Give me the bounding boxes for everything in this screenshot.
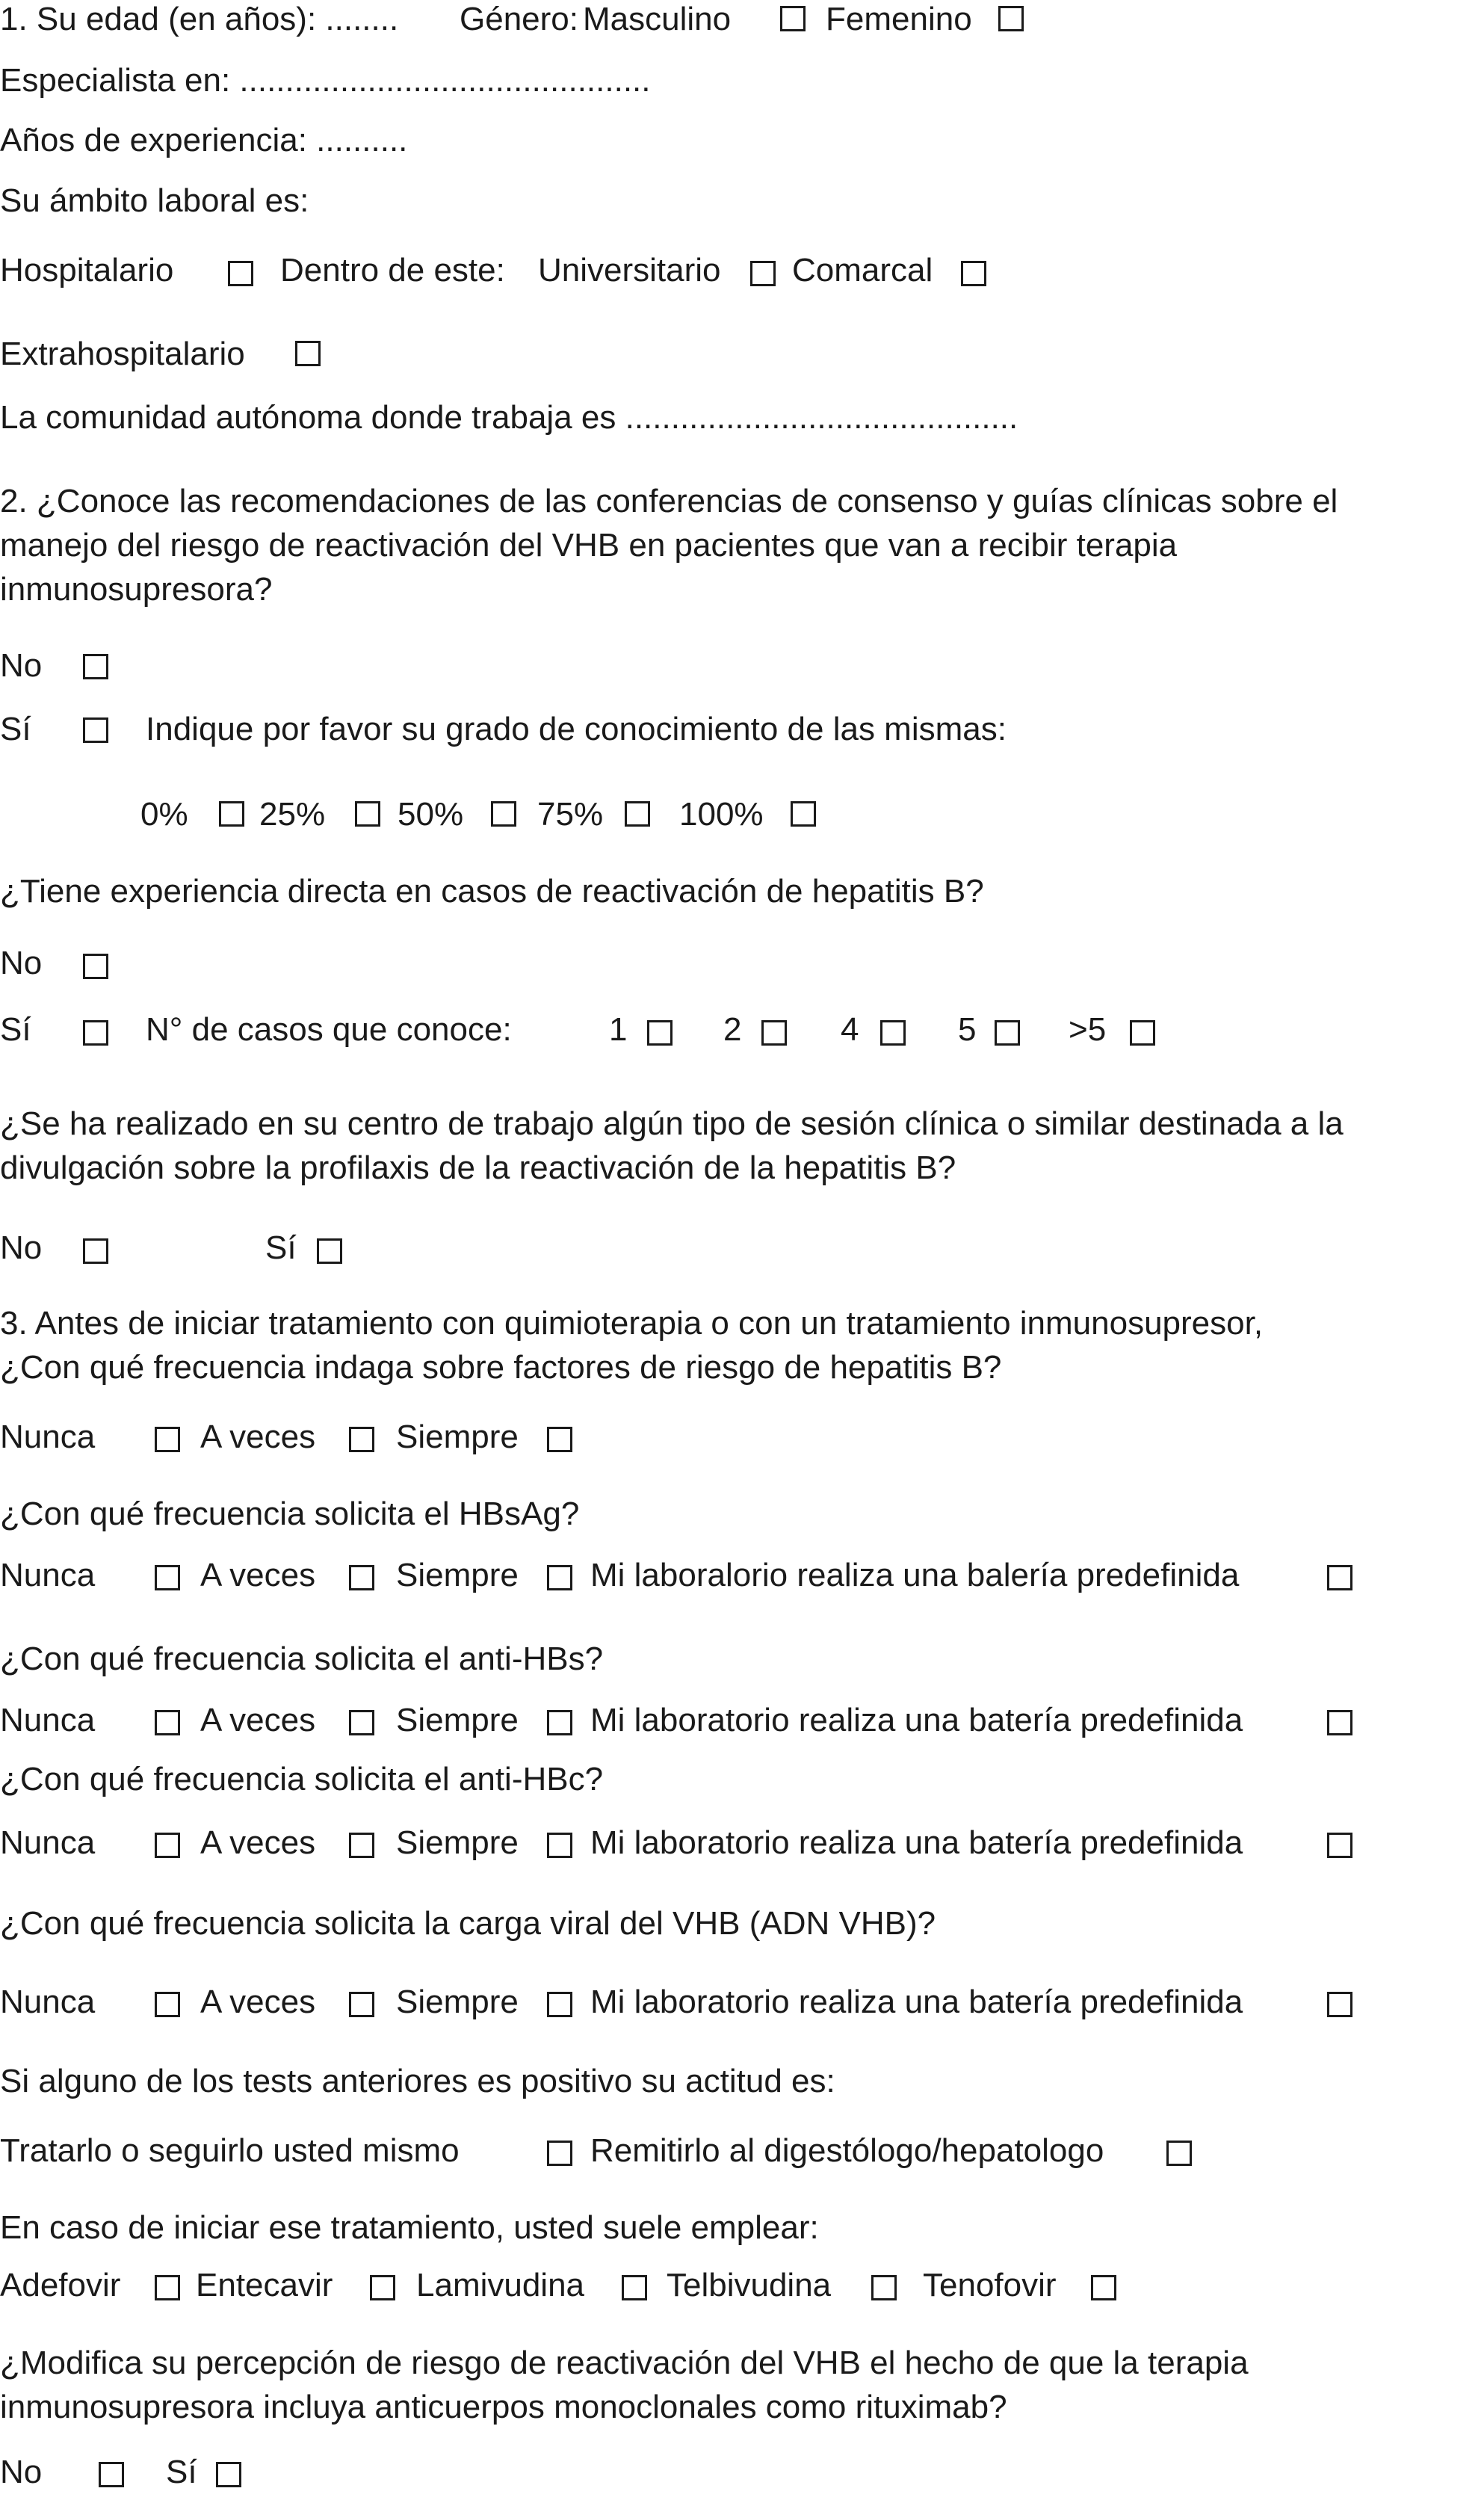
percent-option-100: 100% <box>679 796 764 833</box>
hospital-checkbox[interactable] <box>228 261 253 286</box>
percent-50-checkbox[interactable] <box>491 801 516 827</box>
hospital-label: Hospitalario <box>0 252 174 288</box>
experience-reactivation-question: ¿Tiene experiencia directa en casos de reactivación de hepatitis B? <box>0 873 984 910</box>
percent-option-50: 50% <box>398 796 464 833</box>
antihbc-sometimes-checkbox[interactable] <box>349 1833 374 1858</box>
experience-yes-label: Sí <box>0 1011 31 1048</box>
risk-sometimes-label: A veces <box>200 1419 316 1455</box>
rituximab-no-checkbox[interactable] <box>99 2462 124 2487</box>
rituximab-question-line-2: inmunosupresora incluya anticuerpos monoclonales como rituximab? <box>0 2389 1007 2425</box>
risk-always-label: Siempre <box>396 1419 519 1455</box>
hbsag-lab-battery-label: Mi laboralorio realiza una balería predefinida <box>590 1557 1240 1593</box>
case-more-than-5-checkbox[interactable] <box>1130 1020 1155 1046</box>
treat-self-checkbox[interactable] <box>547 2141 572 2166</box>
treatment-use-question: En caso de iniciar ese tratamiento, usted suele emplear: <box>0 2209 819 2246</box>
rituximab-question-line-1: ¿Modifica su percepción de riesgo de reactivación del VHB el hecho de que la terapia <box>0 2345 1249 2381</box>
session-yes-checkbox[interactable] <box>317 1238 342 1264</box>
guidelines-no-label: No <box>0 647 43 684</box>
gender-female-label: Femenino <box>826 1 972 37</box>
hbsag-lab-battery-checkbox[interactable] <box>1327 1565 1352 1590</box>
session-no-checkbox[interactable] <box>83 1238 108 1264</box>
drug-tenofovir-label: Tenofovir <box>923 2267 1057 2303</box>
hbsag-never-checkbox[interactable] <box>155 1565 180 1590</box>
hbsag-question: ¿Con qué frecuencia solicita el HBsAg? <box>0 1496 580 1532</box>
antihbc-always-label: Siempre <box>396 1824 519 1861</box>
viral-load-sometimes-checkbox[interactable] <box>349 1992 374 2017</box>
within-label: Dentro de este: <box>280 252 505 288</box>
gender-male-label: Masculino <box>583 1 732 37</box>
antihbs-sometimes-checkbox[interactable] <box>349 1710 374 1735</box>
gender-female-checkbox[interactable] <box>998 6 1024 31</box>
guidelines-question-line-3: inmunosupresora? <box>0 571 273 608</box>
gender-male-checkbox[interactable] <box>780 6 806 31</box>
gender-label: Género: <box>460 1 578 37</box>
regional-label: Comarcal <box>792 252 933 288</box>
extrahospital-label: Extrahospitalario <box>0 336 245 372</box>
experience-question: Años de experiencia: .......... <box>0 122 408 158</box>
rituximab-yes-label: Sí <box>166 2454 197 2490</box>
viral-load-lab-battery-label: Mi laboratorio realiza una batería predefinida <box>590 1984 1243 2020</box>
antihbc-never-label: Nunca <box>0 1824 96 1861</box>
antihbs-never-label: Nunca <box>0 1702 96 1738</box>
guidelines-no-checkbox[interactable] <box>83 654 108 679</box>
extrahospital-checkbox[interactable] <box>295 341 321 366</box>
drug-lamivudine-checkbox[interactable] <box>622 2275 647 2300</box>
case-4-checkbox[interactable] <box>880 1020 906 1046</box>
refer-checkbox[interactable] <box>1166 2141 1192 2166</box>
regional-checkbox[interactable] <box>961 261 986 286</box>
age-question: 1. Su edad (en años): ........ <box>0 1 399 37</box>
drug-adefovir-checkbox[interactable] <box>155 2275 180 2300</box>
drug-lamivudine-label: Lamivudina <box>416 2267 585 2303</box>
case-5-checkbox[interactable] <box>995 1020 1020 1046</box>
guidelines-yes-label: Sí <box>0 711 31 747</box>
antihbc-question: ¿Con qué frecuencia solicita el anti-HBc? <box>0 1761 604 1797</box>
case-option-2: 2 <box>723 1011 742 1048</box>
case-option-more-than-5: >5 <box>1069 1011 1107 1048</box>
refer-label: Remitirlo al digestólogo/hepatologo <box>590 2132 1104 2169</box>
viral-load-never-label: Nunca <box>0 1984 96 2020</box>
viral-load-sometimes-label: A veces <box>200 1984 316 2020</box>
viral-load-always-checkbox[interactable] <box>547 1992 572 2017</box>
hbsag-always-label: Siempre <box>396 1557 519 1593</box>
positive-attitude-question: Si alguno de los tests anteriores es positivo su actitud es: <box>0 2063 835 2099</box>
drug-telbivudine-label: Telbivudina <box>667 2267 832 2303</box>
specialist-question: Especialista en: ............................................. <box>0 62 651 99</box>
percent-option-0: 0% <box>140 796 188 833</box>
risk-question-line-2: ¿Con qué frecuencia indaga sobre factores de riesgo de hepatitis B? <box>0 1349 1002 1386</box>
drug-tenofovir-checkbox[interactable] <box>1091 2275 1116 2300</box>
percent-100-checkbox[interactable] <box>791 801 816 827</box>
risk-always-checkbox[interactable] <box>547 1427 572 1452</box>
hbsag-never-label: Nunca <box>0 1557 96 1593</box>
percent-75-checkbox[interactable] <box>625 801 650 827</box>
hbsag-sometimes-checkbox[interactable] <box>349 1565 374 1590</box>
guidelines-yes-checkbox[interactable] <box>83 717 108 743</box>
antihbc-lab-battery-label: Mi laboratorio realiza una batería predefinida <box>590 1824 1243 1861</box>
case-1-checkbox[interactable] <box>647 1020 673 1046</box>
session-no-label: No <box>0 1229 43 1266</box>
session-question-line-2: divulgación sobre la profilaxis de la reactivación de la hepatitis B? <box>0 1149 956 1186</box>
viral-load-always-label: Siempre <box>396 1984 519 2020</box>
experience-no-checkbox[interactable] <box>83 954 108 979</box>
viral-load-question: ¿Con qué frecuencia solicita la carga viral del VHB (ADN VHB)? <box>0 1905 936 1942</box>
university-label: Universitario <box>538 252 721 288</box>
percent-25-checkbox[interactable] <box>355 801 380 827</box>
rituximab-yes-checkbox[interactable] <box>216 2462 241 2487</box>
antihbs-sometimes-label: A veces <box>200 1702 316 1738</box>
guidelines-question-line-1: 2. ¿Conoce las recomendaciones de las conferencias de consenso y guías clínicas sobre el <box>0 483 1338 519</box>
case-option-1: 1 <box>609 1011 628 1048</box>
guidelines-question-line-2: manejo del riesgo de reactivación del VHB en pacientes que van a recibir terapia <box>0 527 1178 564</box>
antihbc-always-checkbox[interactable] <box>547 1833 572 1858</box>
antihbs-lab-battery-label: Mi laboratorio realiza una batería predefinida <box>590 1702 1243 1738</box>
viral-load-lab-battery-checkbox[interactable] <box>1327 1992 1352 2017</box>
percent-0-checkbox[interactable] <box>219 801 244 827</box>
drug-entecavir-checkbox[interactable] <box>370 2275 395 2300</box>
percent-option-75: 75% <box>537 796 604 833</box>
antihbc-lab-battery-checkbox[interactable] <box>1327 1833 1352 1858</box>
risk-never-label: Nunca <box>0 1419 96 1455</box>
antihbs-never-checkbox[interactable] <box>155 1710 180 1735</box>
percent-option-25: 25% <box>259 796 326 833</box>
risk-sometimes-checkbox[interactable] <box>349 1427 374 1452</box>
antihbs-lab-battery-checkbox[interactable] <box>1327 1710 1352 1735</box>
viral-load-never-checkbox[interactable] <box>155 1992 180 2017</box>
experience-yes-checkbox[interactable] <box>83 1020 108 1046</box>
drug-telbivudine-checkbox[interactable] <box>871 2275 897 2300</box>
risk-never-checkbox[interactable] <box>155 1427 180 1452</box>
antihbs-question: ¿Con qué frecuencia solicita el anti-HBs? <box>0 1641 604 1677</box>
treat-self-label: Tratarlo o seguirlo usted mismo <box>0 2132 460 2169</box>
case-2-checkbox[interactable] <box>761 1020 787 1046</box>
case-option-4: 4 <box>841 1011 859 1048</box>
knowledge-prompt: Indique por favor su grado de conocimiento de las mismas: <box>146 711 1007 747</box>
risk-question-line-1: 3. Antes de iniciar tratamiento con quimioterapia o con un tratamiento inmunosupresor, <box>0 1305 1264 1342</box>
antihbs-always-checkbox[interactable] <box>547 1710 572 1735</box>
session-question-line-1: ¿Se ha realizado en su centro de trabajo algún tipo de sesión clínica o similar destinada a la <box>0 1105 1344 1142</box>
hbsag-always-checkbox[interactable] <box>547 1565 572 1590</box>
rituximab-no-label: No <box>0 2454 43 2490</box>
drug-entecavir-label: Entecavir <box>196 2267 333 2303</box>
antihbc-never-checkbox[interactable] <box>155 1833 180 1858</box>
university-checkbox[interactable] <box>750 261 776 286</box>
antihbs-always-label: Siempre <box>396 1702 519 1738</box>
cases-label: N° de casos que conoce: <box>146 1011 512 1048</box>
hbsag-sometimes-label: A veces <box>200 1557 316 1593</box>
experience-no-label: No <box>0 945 43 981</box>
region-question: La comunidad autónoma donde trabaja es ........................................... <box>0 399 1018 436</box>
antihbc-sometimes-label: A veces <box>200 1824 316 1861</box>
session-yes-label: Sí <box>265 1229 297 1266</box>
case-option-5: 5 <box>958 1011 977 1048</box>
work-scope-question: Su ámbito laboral es: <box>0 182 309 219</box>
drug-adefovir-label: Adefovir <box>0 2267 121 2303</box>
